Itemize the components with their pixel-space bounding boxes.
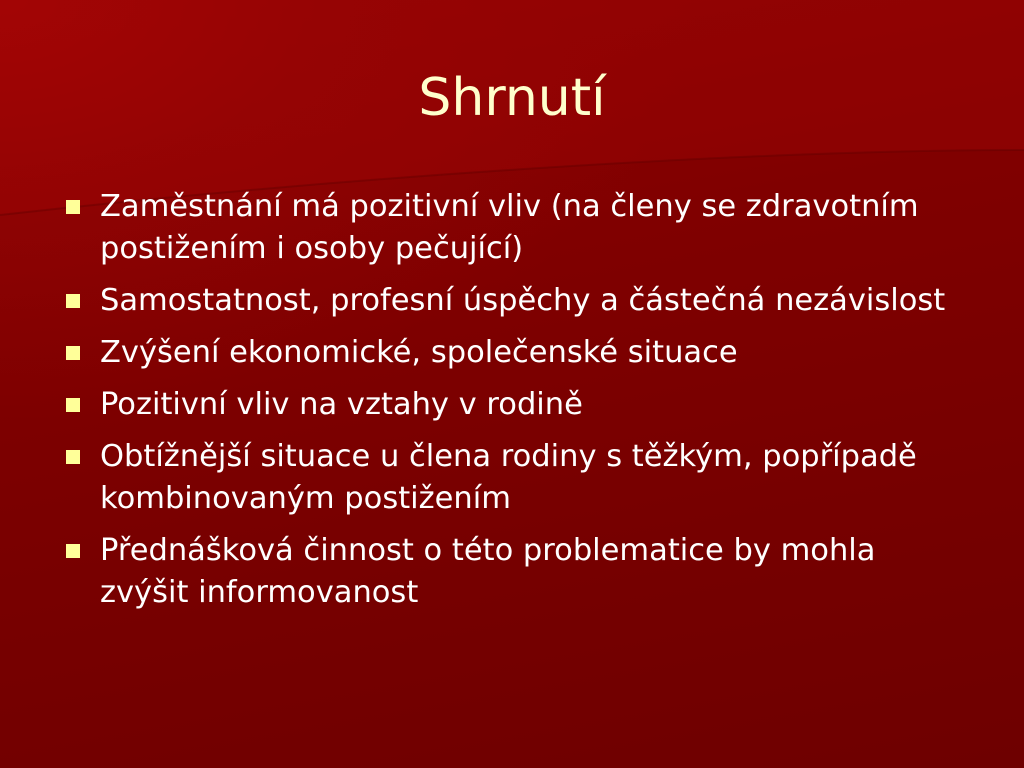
bullet-text: Samostatnost, profesní úspěchy a částečná nezávislost xyxy=(100,283,946,318)
bullet-text: Zvýšení ekonomické, společenské situace xyxy=(100,335,738,370)
bullet-item xyxy=(62,436,962,520)
bullet-text: Obtížnější situace u člena rodiny s těžkým, popřípadě kombinovaným postižením xyxy=(100,439,917,516)
bullet-text: Zaměstnání má pozitivní vliv (na členy se zdravotním postižením i osoby pečující) xyxy=(100,189,919,266)
bullet-item xyxy=(62,280,962,322)
square-bullet-icon xyxy=(66,294,80,308)
square-bullet-icon xyxy=(66,346,80,360)
bullet-text: Přednášková činnost o této problematice by mohla zvýšit informovanost xyxy=(100,533,876,610)
bullet-item xyxy=(62,186,962,270)
bullet-item xyxy=(62,530,962,614)
bullet-list xyxy=(62,186,962,624)
square-bullet-icon xyxy=(66,544,80,558)
square-bullet-icon xyxy=(66,398,80,412)
bullet-text: Pozitivní vliv na vztahy v rodině xyxy=(100,387,583,422)
square-bullet-icon xyxy=(66,450,80,464)
bullet-item xyxy=(62,332,962,374)
bullet-item xyxy=(62,384,962,426)
square-bullet-icon xyxy=(66,200,80,214)
slide-title: Shrnutí xyxy=(418,68,606,128)
